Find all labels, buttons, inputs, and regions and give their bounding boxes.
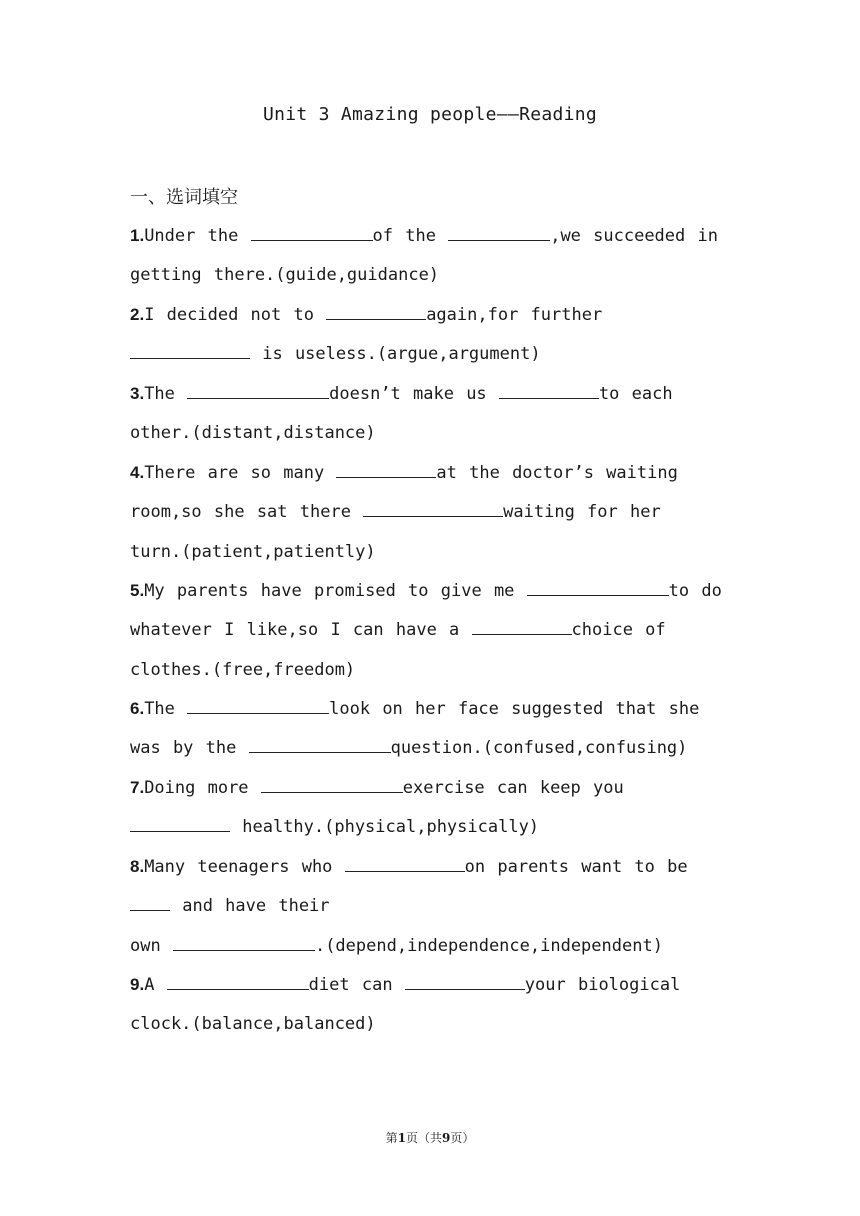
answer-blank[interactable] bbox=[336, 476, 436, 478]
exercise-text: diet can bbox=[308, 975, 405, 995]
answer-blank[interactable] bbox=[173, 949, 315, 951]
answer-blank[interactable] bbox=[472, 633, 572, 635]
answer-blank[interactable] bbox=[249, 751, 391, 753]
footer-text: 第 bbox=[385, 1131, 398, 1145]
exercise-3 bbox=[130, 374, 732, 454]
answer-blank[interactable] bbox=[499, 397, 599, 399]
exercise-text: question.(confused,confusing) bbox=[390, 738, 688, 759]
exercise-text: exercise can keep you bbox=[402, 778, 624, 798]
answer-blank[interactable] bbox=[405, 988, 525, 990]
exercise-7 bbox=[130, 768, 732, 848]
exercise-text: I decided not to bbox=[144, 305, 327, 325]
exercise-9 bbox=[130, 965, 732, 1045]
exercise-number: 1. bbox=[130, 226, 145, 245]
exercise-text: Under the bbox=[144, 226, 251, 246]
exercise-number: 4. bbox=[130, 463, 145, 482]
exercise-number: 3. bbox=[130, 384, 145, 403]
answer-blank[interactable] bbox=[187, 397, 329, 399]
answer-blank[interactable] bbox=[448, 239, 550, 241]
exercise-8 bbox=[130, 847, 732, 966]
section-heading: 一、选词填空 bbox=[130, 187, 238, 208]
exercise-text: Doing more bbox=[144, 778, 261, 798]
exercise-text: choice of clothes.(free,freedom) bbox=[130, 620, 666, 680]
answer-blank[interactable] bbox=[527, 594, 669, 596]
answer-blank[interactable] bbox=[130, 357, 250, 359]
exercise-number: 7. bbox=[130, 778, 145, 797]
footer-text: 页） bbox=[450, 1131, 475, 1145]
page-title: Unit 3 Amazing people——Reading bbox=[262, 104, 598, 125]
answer-blank[interactable] bbox=[187, 712, 329, 714]
page-footer bbox=[0, 1129, 860, 1146]
exercise-6 bbox=[130, 689, 732, 769]
exercise-text: at the doctor’s waiting room,so she sat there bbox=[130, 463, 678, 523]
current-page-number: 1 bbox=[397, 1131, 406, 1145]
exercise-text: look on her face suggested that she was by the bbox=[130, 699, 700, 759]
exercise-text: The bbox=[144, 384, 188, 404]
exercise-text: waiting for her bbox=[503, 502, 661, 523]
exercise-number: 9. bbox=[130, 975, 145, 994]
answer-blank[interactable] bbox=[251, 239, 373, 241]
exercise-text: My parents have promised to give me bbox=[144, 581, 527, 601]
exercise-number: 6. bbox=[130, 699, 145, 718]
exercise-text: Many teenagers who bbox=[144, 857, 345, 877]
exercise-text: is useless.(argue,argument) bbox=[250, 344, 541, 365]
exercise-4 bbox=[130, 453, 732, 572]
answer-blank[interactable] bbox=[326, 318, 426, 320]
exercise-text: to each other.(distant,distance) bbox=[130, 384, 673, 444]
exercise-text: on parents want to be bbox=[464, 857, 688, 877]
answer-blank[interactable] bbox=[363, 515, 503, 517]
exercise-text: to do whatever I like,so I can have a bbox=[130, 581, 722, 641]
exercise-text: The bbox=[144, 699, 188, 719]
exercise-text: again,for further bbox=[426, 305, 603, 325]
answer-blank[interactable] bbox=[345, 870, 465, 872]
exercise-text: and have their bbox=[170, 896, 330, 917]
answer-blank[interactable] bbox=[167, 988, 309, 990]
exercise-2 bbox=[130, 295, 732, 375]
exercise-text: turn.(patient,patiently) bbox=[130, 541, 376, 562]
exercise-number: 5. bbox=[130, 581, 145, 600]
answer-blank[interactable] bbox=[261, 791, 403, 793]
exercise-text: There are so many bbox=[144, 463, 337, 483]
exercise-number: 8. bbox=[130, 857, 145, 876]
exercise-5 bbox=[130, 571, 732, 690]
exercise-text: A bbox=[144, 975, 167, 995]
exercise-text: doesn’t make us bbox=[329, 384, 499, 404]
exercise-text: own bbox=[130, 935, 173, 956]
exercise-text: healthy.(physical,physically) bbox=[230, 817, 540, 838]
exercise-text: your biological clock.(balance,balanced) bbox=[130, 975, 681, 1035]
footer-text: 页（共 bbox=[405, 1131, 442, 1145]
answer-blank[interactable] bbox=[130, 830, 230, 832]
exercise-text: of the bbox=[372, 226, 449, 246]
answer-blank[interactable] bbox=[130, 909, 170, 911]
exercise-1 bbox=[130, 216, 732, 296]
exercise-number: 2. bbox=[130, 305, 145, 324]
exercise-text: ,we succeeded in getting there.(guide,guidance) bbox=[130, 226, 718, 286]
exercise-text: .(depend,independence,independent) bbox=[314, 935, 663, 956]
total-page-number: 9 bbox=[442, 1131, 451, 1145]
